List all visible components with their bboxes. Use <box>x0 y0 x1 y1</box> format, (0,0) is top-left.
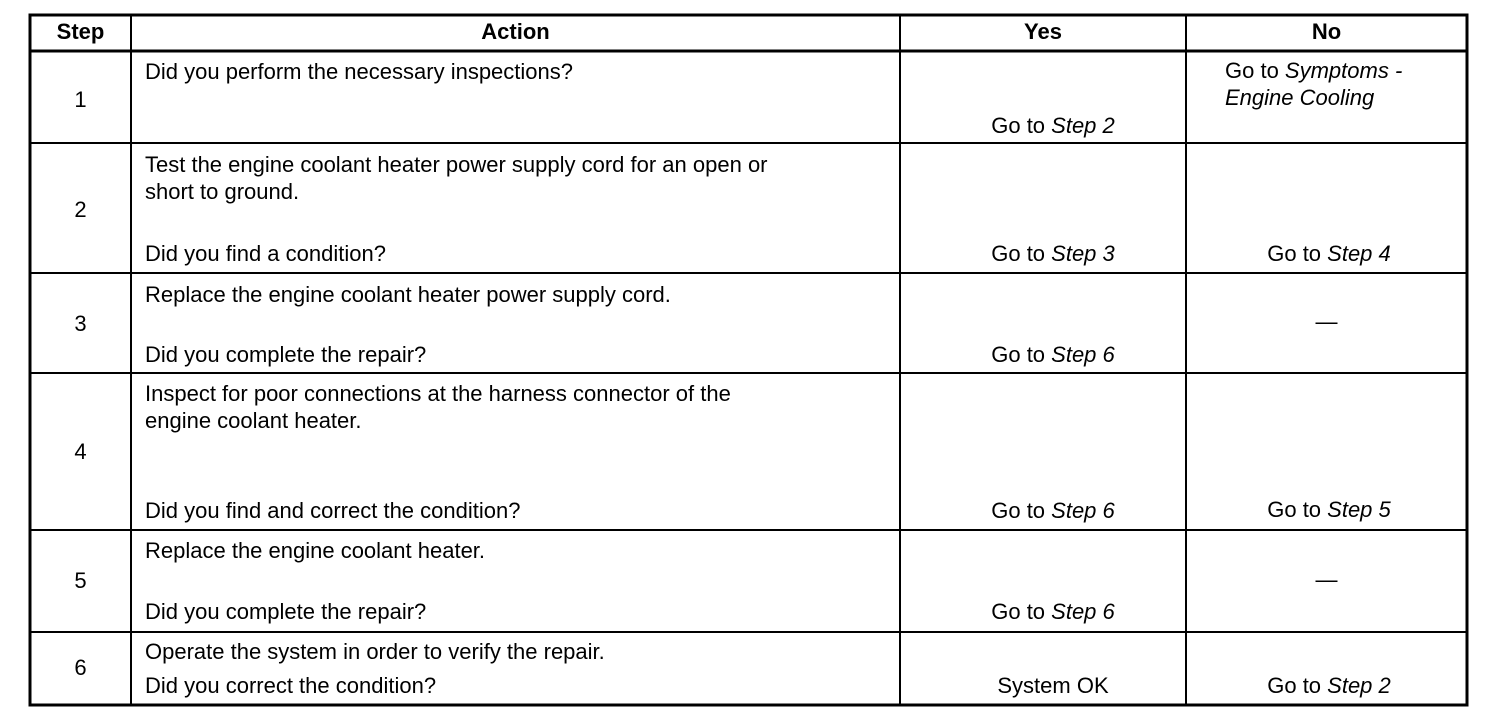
step-ref: Step 6 <box>1051 599 1115 624</box>
step-number: 6 <box>74 655 87 680</box>
step-ref: Step 3 <box>1051 241 1115 266</box>
header-step: Step <box>56 19 105 44</box>
action-question: Did you find and correct the condition? <box>145 498 521 523</box>
action-text: Replace the engine coolant heater power supply cord. <box>145 282 671 307</box>
header-yes: Yes <box>1024 19 1062 44</box>
step-ref: Step 2 <box>1327 673 1391 698</box>
no-cell: Go to Symptoms - <box>1225 58 1403 83</box>
action-text: Replace the engine coolant heater. <box>145 538 486 563</box>
no-cell: Go to Step 5 <box>1267 497 1391 522</box>
yes-cell: Go to Step 6 <box>991 498 1115 523</box>
step-number: 4 <box>74 439 87 464</box>
action-question: Did you find a condition? <box>145 241 386 266</box>
step-number: 5 <box>74 568 87 593</box>
no-cell-dash: — <box>1315 309 1338 334</box>
header-no: No <box>1311 19 1342 44</box>
step-ref: Step 6 <box>1051 498 1115 523</box>
step-ref: Symptoms - <box>1284 58 1403 83</box>
step-ref: Step 6 <box>1051 342 1115 367</box>
action-question: Did you correct the condition? <box>145 673 437 698</box>
step-ref: Step 5 <box>1327 497 1391 522</box>
step-number: 2 <box>74 197 87 222</box>
yes-cell: Go to Step 6 <box>991 342 1115 367</box>
no-cell-dash: — <box>1315 567 1338 592</box>
step-ref: Step 4 <box>1327 241 1391 266</box>
action-text: Test the engine coolant heater power supply cord for an open or <box>145 152 768 177</box>
action-question: Did you complete the repair? <box>145 599 427 624</box>
yes-cell: System OK <box>997 673 1109 698</box>
no-cell: Go to Step 4 <box>1267 241 1391 266</box>
action-text: Inspect for poor connections at the harness connector of the <box>145 381 731 406</box>
yes-cell: Go to Step 2 <box>991 113 1115 138</box>
step-number: 3 <box>74 311 87 336</box>
action-text: Did you perform the necessary inspections? <box>145 59 573 84</box>
action-text: engine coolant heater. <box>145 408 362 433</box>
step-ref: Engine Cooling <box>1225 85 1375 110</box>
no-cell: Go to Step 2 <box>1267 673 1391 698</box>
action-question: Did you complete the repair? <box>145 342 427 367</box>
yes-cell: Go to Step 3 <box>991 241 1115 266</box>
header-action: Action <box>481 19 550 44</box>
step-number: 1 <box>74 87 87 112</box>
action-text: short to ground. <box>145 179 300 204</box>
step-ref: Step 2 <box>1051 113 1115 138</box>
yes-cell: Go to Step 6 <box>991 599 1115 624</box>
action-text: Operate the system in order to verify the repair. <box>145 639 605 664</box>
